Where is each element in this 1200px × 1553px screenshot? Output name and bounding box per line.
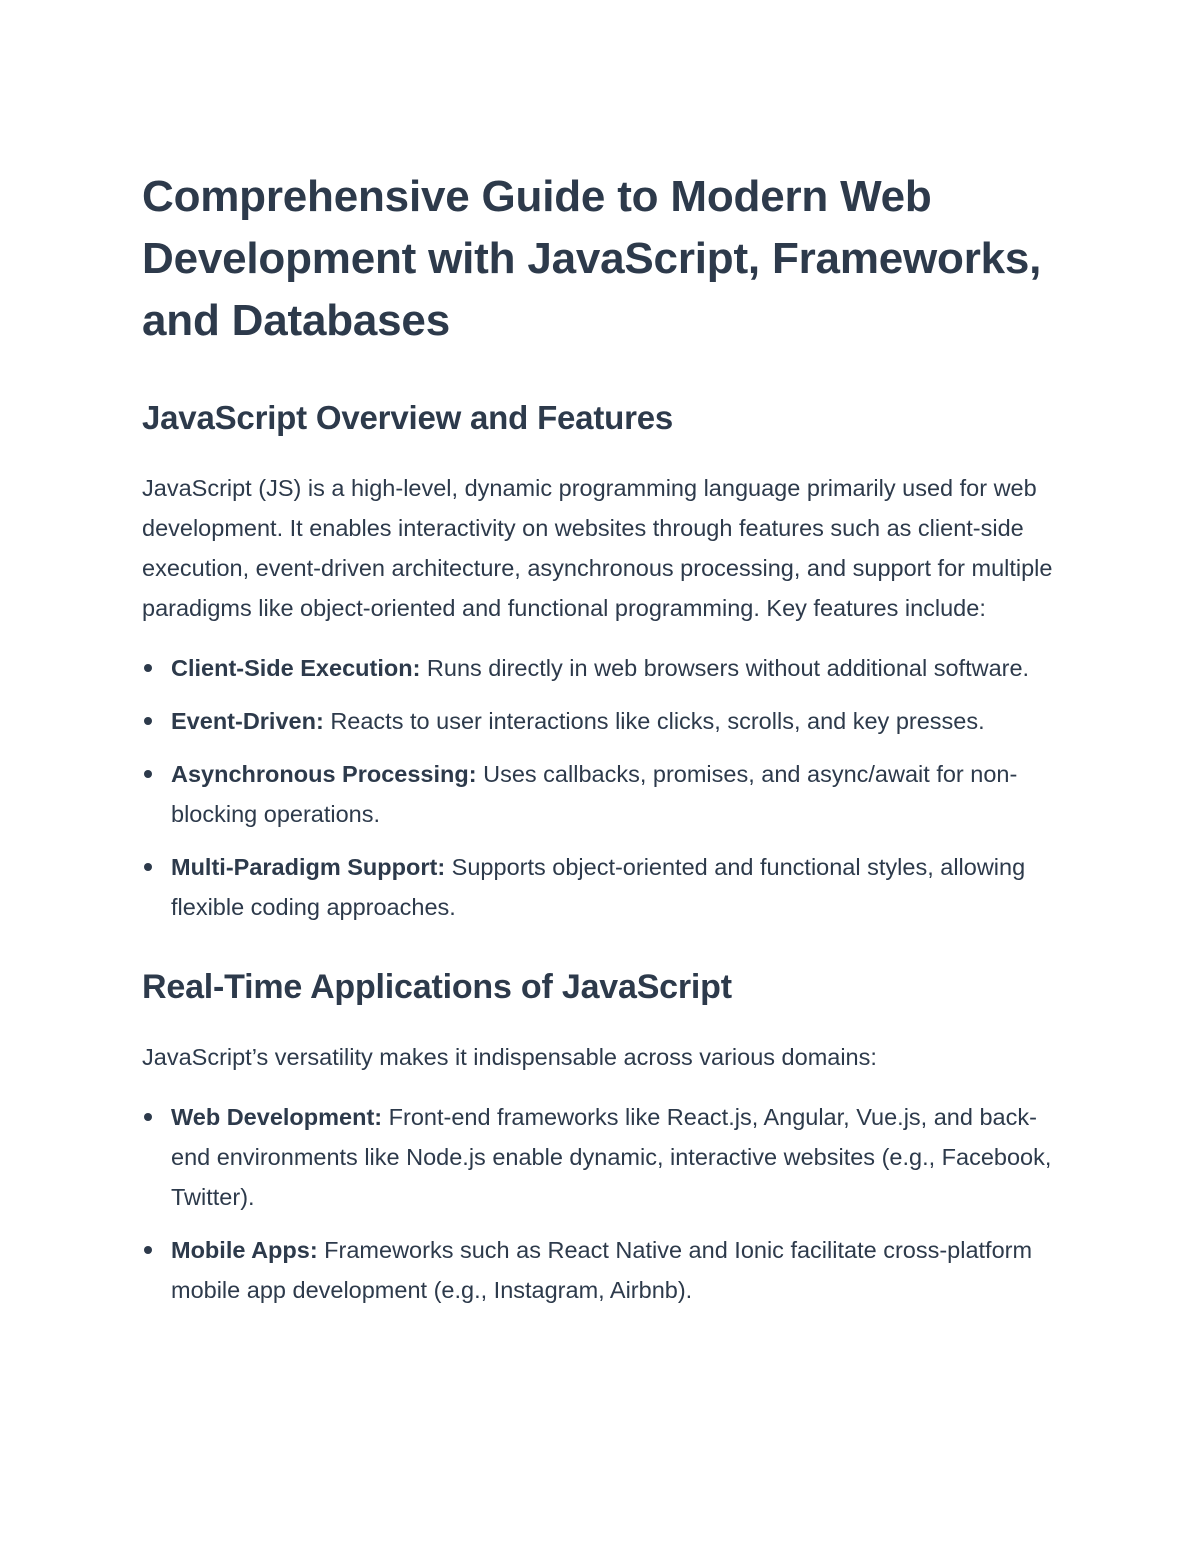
section-intro-real-time-apps: JavaScript’s versatility makes it indispensable across various domains: <box>142 1044 877 1070</box>
list-item-text: Reacts to user interactions like clicks, scrolls, and key presses. <box>323 708 985 734</box>
list-item-text: Uses callbacks, promises, and async/await for non-blocking operations. <box>171 761 1018 827</box>
list-item-text: Frameworks such as React Native and Ionic facilitate cross-platform mobile app development (e.g., Instagram, Airbnb). <box>171 1237 1033 1303</box>
bullet-icon <box>144 863 152 871</box>
list-item <box>142 1230 1062 1310</box>
list-item-term: Mobile Apps: <box>171 1237 318 1263</box>
list-item-term: Multi-Paradigm Support: <box>171 854 446 880</box>
document-title: Comprehensive Guide to Modern Web Development with JavaScript, Frameworks, and Databases <box>142 172 1042 345</box>
bullet-icon <box>144 717 152 725</box>
bullet-icon <box>144 1113 152 1121</box>
section-heading-js-overview: JavaScript Overview and Features <box>142 399 674 436</box>
list-item <box>142 847 1062 927</box>
list-item-term: Client-Side Execution: <box>171 655 421 681</box>
bullet-icon <box>144 1246 152 1254</box>
section-heading-real-time-apps: Real-Time Applications of JavaScript <box>142 968 732 1006</box>
document-page <box>142 166 1062 1323</box>
list-item-term: Web Development: <box>171 1104 383 1130</box>
list-item-text: Runs directly in web browsers without additional software. <box>420 655 1030 681</box>
application-list <box>142 1097 1062 1310</box>
list-item <box>142 648 1062 688</box>
list-item-term: Asynchronous Processing: <box>171 761 477 787</box>
list-item <box>142 754 1062 834</box>
list-item-text: Supports object-oriented and functional styles, allowing flexible coding approaches. <box>171 854 1026 920</box>
section-intro-js-overview: JavaScript (JS) is a high-level, dynamic programming language primarily used for web development. It enables interactivity on websites through features such as client-side execution, event-driven architecture, asynchronous processing, and support for multiple paradigms like object-oriented and functional programming. Key features include: <box>142 475 1053 621</box>
list-item <box>142 1097 1062 1217</box>
list-item-text: Front-end frameworks like React.js, Angular, Vue.js, and back-end environments like Node.js enable dynamic, interactive websites (e.g., Facebook, Twitter). <box>171 1104 1052 1210</box>
feature-list <box>142 648 1062 927</box>
bullet-icon <box>144 770 152 778</box>
bullet-icon <box>144 664 152 672</box>
list-item <box>142 701 1062 741</box>
list-item-term: Event-Driven: <box>171 708 324 734</box>
